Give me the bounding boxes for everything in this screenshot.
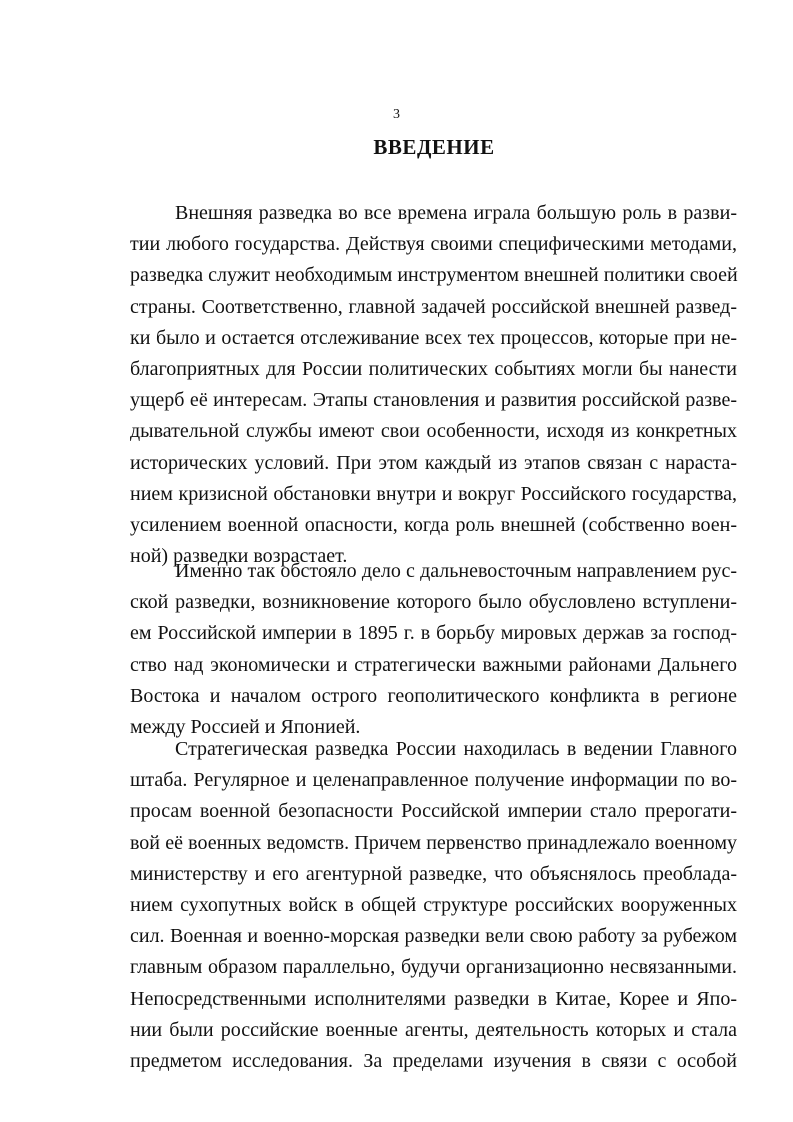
text-line: нием сухопутных войск в общей структуре российских вооруженных	[130, 893, 737, 916]
text-line: страны. Соответственно, главной задачей российской внешней развед-	[130, 295, 737, 318]
text-line: сил. Военная и военно-морская разведки вели свою работу за рубежом	[130, 925, 737, 948]
page-title: ВВЕДЕНИЕ	[373, 135, 495, 159]
paragraph-1	[130, 198, 737, 572]
text-line: ущерб её интересам. Этапы становления и развития российской разве-	[130, 389, 737, 412]
text-line: министерству и его агентурной разведке, что объяснялось преоблада-	[130, 862, 737, 885]
text-line: благоприятных для России политических событиях могли бы нанести	[130, 357, 737, 380]
text-line: Стратегическая разведка России находилась в ведении Главного	[175, 738, 737, 760]
text-line: усилением военной опасности, когда роль внешней (собственно воен-	[130, 513, 737, 536]
text-line: тии любого государства. Действуя своими специфическими методами,	[130, 233, 737, 256]
text-line: ем Российской империи в 1895 г. в борьбу мировых держав за господ-	[130, 622, 737, 645]
text-line: ки было и остается отслеживание всех тех процессов, которые при не-	[130, 326, 737, 349]
text-line: дывательной службы имеют свои особенности, исходя из конкретных	[130, 420, 737, 443]
text-line: Непосредственными исполнителями разведки в Китае, Корее и Япо-	[130, 987, 737, 1010]
text-line: Именно так обстояло дело с дальневосточным направлением рус-	[175, 560, 737, 582]
text-line: вой её военных ведомств. Причем первенство принадлежало военному	[130, 831, 737, 854]
text-line: штаба. Регулярное и целенаправленное получение информации по во-	[130, 769, 737, 792]
text-line: Внешняя разведка во все времена играла большую роль в разви-	[175, 202, 737, 224]
text-line: разведка служит необходимым инструментом внешней политики своей	[130, 264, 738, 287]
text-line: нием кризисной обстановки внутри и вокруг Российского государства,	[130, 482, 737, 505]
text-line: исторических условий. При этом каждый из этапов связан с нараста-	[130, 451, 737, 474]
text-line: между Россией и Японией.	[130, 715, 361, 738]
text-line: главным образом параллельно, будучи организационно несвязанными.	[130, 956, 737, 979]
text-line: ство над экономически и стратегически важными районами Дальнего	[130, 653, 737, 676]
text-line: ной) разведки возрастает.	[130, 545, 348, 568]
text-line: предметом исследования. За пределами изучения в связи с особой	[130, 1049, 737, 1072]
page-number: 3	[393, 107, 400, 122]
text-line: ской разведки, возникновение которого было обусловлено вступлени-	[130, 591, 737, 614]
paragraph-2	[130, 556, 737, 743]
paragraph-3	[130, 734, 737, 1077]
text-line: нии были российские военные агенты, деятельность которых и стала	[130, 1018, 737, 1041]
text-line: Востока и началом острого геополитического конфликта в регионе	[130, 684, 737, 707]
text-line: просам военной безопасности Российской империи стало прерогати-	[130, 800, 737, 823]
